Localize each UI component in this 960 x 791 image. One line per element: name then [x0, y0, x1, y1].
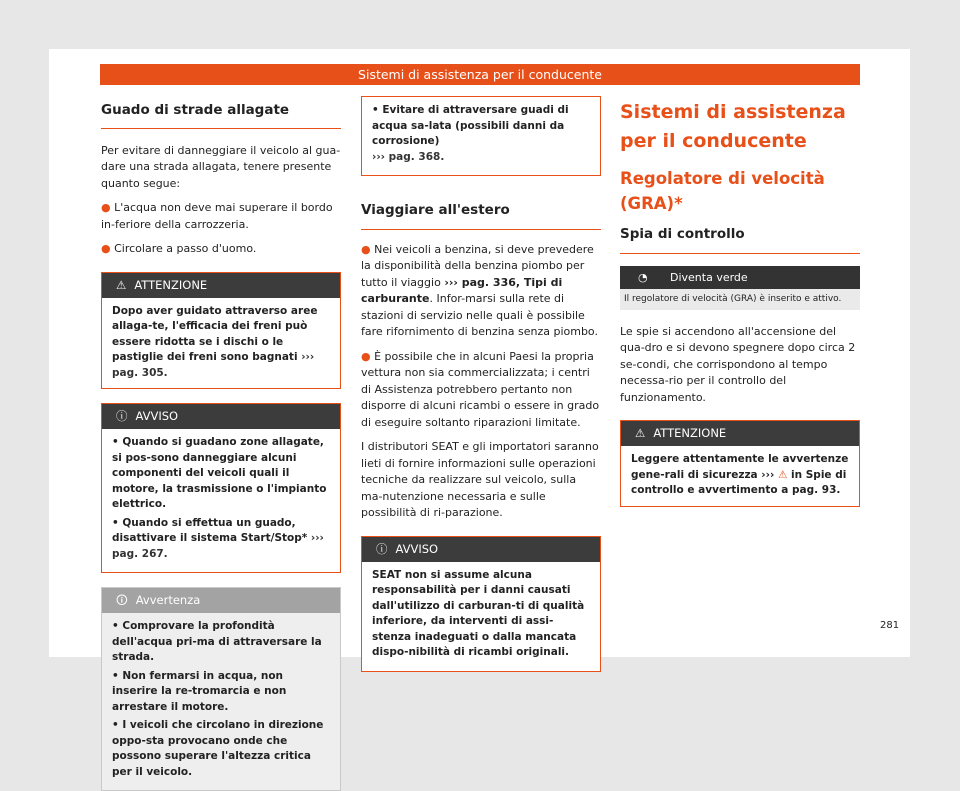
- bullet-text: Circolare a passo d'uomo.: [114, 242, 257, 255]
- attenzione-body: [102, 298, 340, 389]
- warning-triangle-icon: ⚠: [777, 468, 788, 481]
- bullet-icon: ●: [361, 242, 371, 256]
- avviso-box: [361, 536, 601, 672]
- avvertenza-item-text: I veicoli che circolano in direzione oppo-sta provocano onde che possono superare l'altezza critica per il veicolo.: [112, 719, 324, 778]
- warning-triangle-icon: ⚠: [635, 426, 646, 440]
- avviso-item-text: Quando si guadano zone allagate, si pos-sono danneggiare alcuni componenti del veicoli quali il motore, la trasmissione o l'impianto elettrico.: [112, 436, 327, 510]
- bullet-text: È possibile che in alcuni Paesi la propria vettura non sia commercializzata; i centri di Assistenza potrebbero pertanto non disporre di alcuni ricambi o essere in grado di eseguire soltanto riparazioni limitate.: [361, 349, 600, 429]
- avvertenza-box: [101, 587, 341, 791]
- avviso-body: [362, 562, 600, 671]
- avvertenza-title: Avvertenza: [135, 593, 201, 607]
- attenzione-text: Dopo aver guidato attraverso aree allaga-te, l'efficacia dei freni può essere ridotta se i dischi o le pastiglie dei freni sono bagnati: [112, 304, 318, 363]
- avvertenza-item: • I veicoli che circolano in direzione oppo-sta provocano onde che possono superare l'altezza critica per il veicolo.: [112, 719, 324, 778]
- page-reference-link[interactable]: ››› pag. 336, Tipi di carburante: [361, 275, 563, 305]
- attenzione-text: in Spie di controllo e avvertimento a pag. 93.: [631, 468, 847, 496]
- bullet-text: . Infor-marsi sulla rete di stazioni di servizio nelle quali è possibile fare rifornimento di benzina senza piombo.: [361, 292, 598, 338]
- avvertenza-item-text: Non fermarsi in acqua, non inserire la re-tromarcia e non arrestare il motore.: [112, 669, 287, 713]
- intro-text: Per evitare di danneggiare il veicolo al gua-dare una strada allagata, tenere presente quanto segue:: [101, 143, 341, 190]
- speedometer-icon: ◔: [638, 270, 648, 284]
- avvertenza-body: [102, 613, 340, 790]
- avvertenza-header: [102, 588, 340, 613]
- info-circle-icon: ⓘ: [116, 409, 128, 423]
- avviso-continued-box: [361, 96, 601, 176]
- page-reference-link[interactable]: ››› pag. 368.: [372, 150, 445, 163]
- attenzione-box: [620, 420, 860, 507]
- avvertenza-item: • Comprovare la profondità dell'acqua pri-ma di attraversare la strada.: [112, 620, 322, 663]
- avviso-item: • Quando si effettua un guado, disattivare il sistema Start/Stop* ››› pag. 267.: [112, 516, 324, 560]
- page-reference-link[interactable]: ››› pag. 305.: [112, 351, 315, 379]
- attenzione-header: [621, 421, 859, 446]
- avviso-continued-body: [362, 97, 600, 175]
- bullet-icon: ●: [101, 201, 111, 214]
- attenzione-header: [102, 273, 340, 298]
- column-1: [101, 96, 341, 791]
- bullet-item: [101, 200, 341, 233]
- indicator-label: Diventa verde: [670, 270, 748, 284]
- avviso-item: • Evitare di attraversare guadi di acqua sa-lata (possibili danni da corrosione) ››› pag. 368.: [372, 104, 569, 163]
- avviso-item-text: Quando si effettua un guado, disattivare il sistema Start/Stop*: [112, 516, 308, 544]
- bullet-item: [361, 242, 601, 341]
- avviso-title: AVVISO: [135, 409, 179, 423]
- bullet-text: L'acqua non deve mai superare il bordo in-feriore della carrozzeria.: [101, 201, 333, 231]
- bullet-item: [361, 349, 601, 432]
- attenzione-text: Leggere attentamente le avvertenze gene-rali di sicurezza: [631, 453, 849, 481]
- avvertenza-item-text: Comprovare la profondità dell'acqua pri-ma di attraversare la strada.: [112, 620, 322, 663]
- avviso-header: [102, 404, 340, 429]
- page-reference-link[interactable]: ››› pag. 267.: [112, 532, 324, 560]
- running-header: Sistemi di assistenza per il conducente: [100, 64, 860, 85]
- attenzione-title: ATTENZIONE: [134, 277, 208, 292]
- chapter-title: Sistemi di assistenza per il conducente: [620, 101, 846, 152]
- paragraph: Le spie si accendono all'accensione del qua-dro e si devono spegnere dopo circa 2 se-condi, che corrispondono al tempo necessa-rio per il controllo del funzionamento.: [620, 324, 856, 404]
- attenzione-box: [101, 272, 341, 390]
- avviso-header: [362, 537, 600, 562]
- avviso-item: • Quando si guadano zone allagate, si pos-sono danneggiare alcuni componenti del veicoli quali il motore, la trasmissione o l'impianto elettrico.: [112, 436, 327, 510]
- column-3: [620, 98, 860, 507]
- avviso-text: SEAT non si assume alcuna responsabilità per i danni causati dall'utilizzo di carburan-ti di qualità inferiore, da interventi di assi-stenza inadeguati o dalla mancata dispo-nibilità di ricambi originali.: [372, 568, 585, 658]
- warning-triangle-icon: ⚠: [116, 277, 127, 292]
- bullet-text: Nei veicoli a benzina, si deve prevedere la disponibilità della benzina piombo per tutto il viaggio: [361, 242, 594, 289]
- avviso-box: [101, 403, 341, 573]
- avvertenza-item: • Non fermarsi in acqua, non inserire la re-tromarcia e non arrestare il motore.: [112, 669, 287, 713]
- attenzione-body: [621, 446, 859, 506]
- column-2: [361, 96, 601, 672]
- avviso-body: [102, 429, 340, 572]
- page-number: 281: [880, 620, 900, 631]
- bullet-icon: ●: [361, 349, 371, 363]
- avviso-item-text: Evitare di attraversare guadi di acqua sa-lata (possibili danni da corrosione): [372, 104, 569, 147]
- bullet-item: [101, 241, 341, 258]
- subsection-heading: Spia di controllo: [620, 226, 860, 254]
- indicator-bar: [620, 266, 860, 289]
- attenzione-title: ATTENZIONE: [653, 426, 727, 440]
- indicator-description: Il regolatore di velocità (GRA) è inserito e attivo.: [620, 289, 860, 310]
- bullet-icon: ●: [101, 242, 111, 255]
- avviso-title: AVVISO: [395, 541, 439, 556]
- note-icon: 🛈: [116, 593, 128, 607]
- info-circle-icon: ⓘ: [376, 541, 388, 556]
- page-reference-link[interactable]: ›››: [761, 468, 778, 481]
- paragraph: I distributori SEAT e gli importatori saranno lieti di fornire informazioni sulle operazioni tecniche da realizzare sul veicolo, sulla ma-nutenzione necessaria e sulle possibilità di ri-parazione.: [361, 440, 599, 519]
- section-heading-guado: Guado di strade allagate: [101, 96, 341, 129]
- section-title: Regolatore di velocità (GRA)*: [620, 169, 825, 213]
- section-heading-estero: Viaggiare all'estero: [361, 202, 601, 230]
